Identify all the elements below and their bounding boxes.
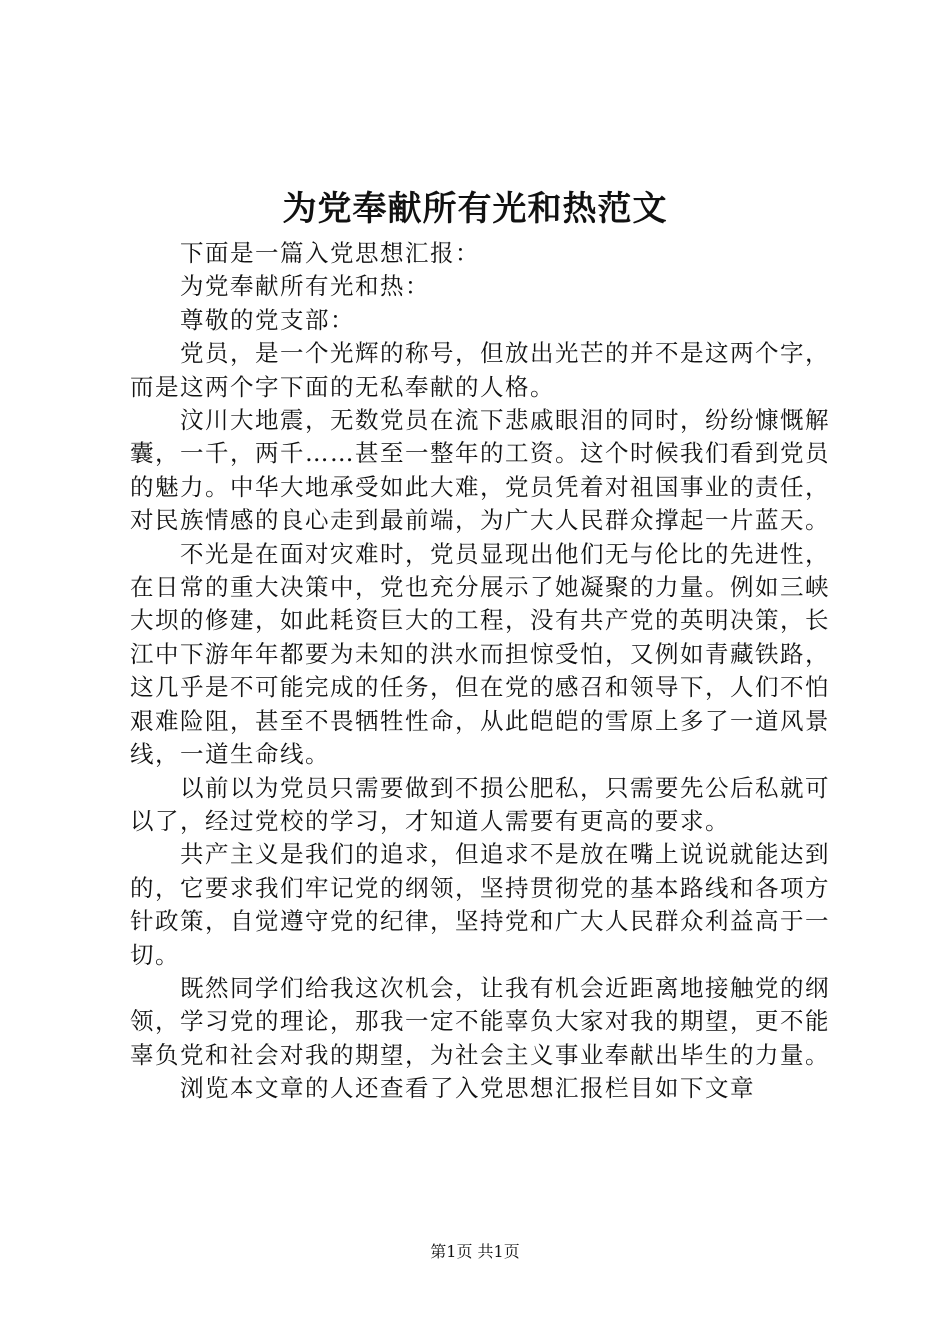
document-title: 为党奉献所有光和热范文 xyxy=(282,189,668,229)
page-footer: 第1页 共1页 xyxy=(430,1242,520,1261)
paragraph-related-articles: 浏览本文章的人还查看了入党思想汇报栏目如下文章 xyxy=(180,1074,755,1103)
document-body xyxy=(130,237,830,1106)
paragraph: 共产主义是我们的追求，但追求不是放在嘴上说说就能达到的，它要求我们牢记党的纲领，坚持贯彻党的基本路线和各项方针政策，自觉遵守党的纪律，坚持党和广大人民群众利益高于一切。 xyxy=(130,840,830,969)
paragraph: 汶川大地震，无数党员在流下悲戚眼泪的同时，纷纷慷慨解囊，一千，两千……甚至一整年的工资。这个时候我们看到党员的魅力。中华大地承受如此大难，党员凭着对祖国事业的责任，对民族情感的良心走到最前端，为广大人民群众撑起一片蓝天。 xyxy=(130,406,830,535)
paragraph-intro: 下面是一篇入党思想汇报： xyxy=(180,239,480,267)
paragraph-salutation: 尊敬的党支部： xyxy=(180,305,355,334)
paragraph-heading: 为党奉献所有光和热： xyxy=(180,272,430,301)
paragraph: 党员，是一个光辉的称号，但放出光芒的并不是这两个字，而是这两个字下面的无私奉献的人格。 xyxy=(130,339,830,401)
paragraph: 既然同学们给我这次机会，让我有机会近距离地接触党的纲领，学习党的理论，那我一定不能辜负大家对我的期望，更不能辜负党和社会对我的期望，为社会主义事业奉献出毕生的力量。 xyxy=(130,973,830,1069)
paragraph: 以前以为党员只需要做到不损公肥私，只需要先公后私就可以了，经过党校的学习，才知道人需要有更高的要求。 xyxy=(130,773,830,835)
paragraph: 不光是在面对灾难时，党员显现出他们无与伦比的先进性，在日常的重大决策中，党也充分展示了她凝聚的力量。例如三峡大坝的修建，如此耗资巨大的工程，没有共产党的英明决策，长江中下游年年都要为未知的洪水而担惊受怕，又例如青藏铁路，这几乎是不可能完成的任务，但在党的感召和领导下，人们不怕艰难险阻，甚至不畏牺牲性命，从此皑皑的雪原上多了一道风景线，一道生命线。 xyxy=(130,539,830,769)
